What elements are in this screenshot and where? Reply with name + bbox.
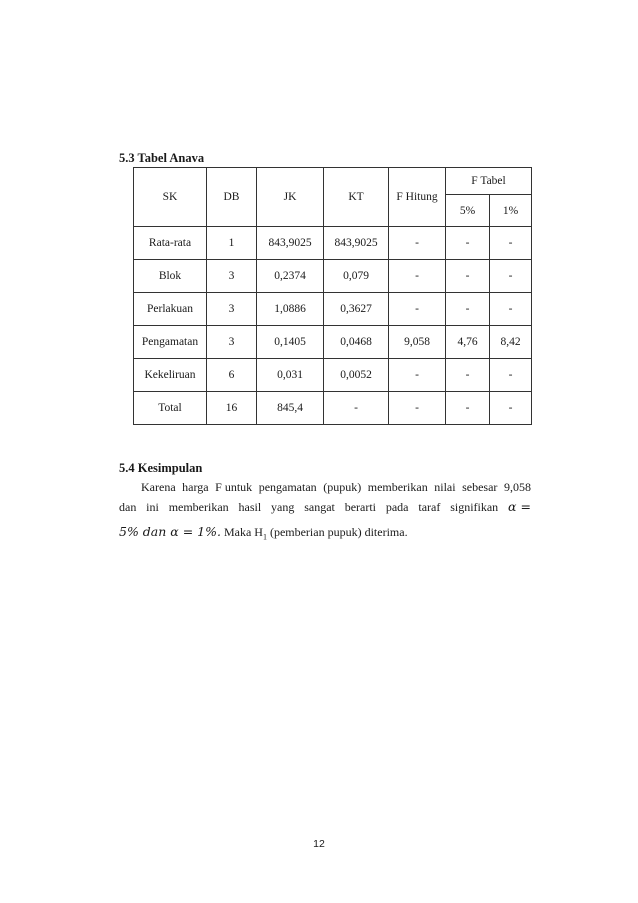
word: harga <box>182 480 209 494</box>
table-cell: - <box>446 293 490 326</box>
table-cell: 0,079 <box>324 260 389 293</box>
table-cell: - <box>389 392 446 425</box>
table-cell: - <box>490 227 532 260</box>
word: yang <box>271 500 295 514</box>
table-cell: 0,3627 <box>324 293 389 326</box>
table-row <box>134 392 532 425</box>
table-cell: - <box>490 260 532 293</box>
table-cell: 845,4 <box>257 392 324 425</box>
table-cell: 3 <box>207 260 257 293</box>
table-cell: Blok <box>134 260 207 293</box>
table-cell: - <box>324 392 389 425</box>
table-cell: Perlakuan <box>134 293 207 326</box>
word: signifikan <box>450 500 499 514</box>
table-cell: - <box>490 392 532 425</box>
page-number: 12 <box>313 838 325 850</box>
header-jk: JK <box>257 168 324 227</box>
header-f-hitung: F Hitung <box>389 168 446 227</box>
table-cell: 0,031 <box>257 359 324 392</box>
table-cell: - <box>446 227 490 260</box>
table-header-row <box>134 168 532 195</box>
header-db: DB <box>207 168 257 227</box>
table-cell: 6 <box>207 359 257 392</box>
section-title-anava: 5.3 Tabel Anava <box>119 151 205 165</box>
table-cell: - <box>389 260 446 293</box>
table-cell: Kekeliruan <box>134 359 207 392</box>
subscript-one: 1 <box>262 532 267 542</box>
word: sebesar <box>462 480 498 494</box>
word: pada <box>385 500 409 514</box>
word: pengamatan <box>258 480 317 494</box>
word: berarti <box>344 500 377 514</box>
significance-math: 5% dan α = 1%. <box>119 524 221 539</box>
table-row <box>134 359 532 392</box>
table-cell: 8,42 <box>490 326 532 359</box>
paragraph-line-3 <box>119 522 531 547</box>
header-f-1: 1% <box>490 195 532 227</box>
word: 9,058 <box>503 480 531 494</box>
table-row <box>134 227 532 260</box>
word: memberikan <box>367 480 428 494</box>
paragraph-line-2 <box>119 497 531 517</box>
table-cell: - <box>446 359 490 392</box>
header-sk: SK <box>134 168 207 227</box>
table-cell: 3 <box>207 293 257 326</box>
table-cell: 0,0052 <box>324 359 389 392</box>
word: memberikan <box>168 500 229 514</box>
table-cell: 9,058 <box>389 326 446 359</box>
table-cell: 1,0886 <box>257 293 324 326</box>
table-cell: - <box>389 227 446 260</box>
word: dan <box>119 500 137 514</box>
table-cell: - <box>389 359 446 392</box>
word: nilai <box>434 480 456 494</box>
word: sangat <box>304 500 335 514</box>
conclusion-text-end: (pemberian pupuk) diterima. <box>266 525 408 539</box>
paragraph-line-1 <box>119 477 531 497</box>
anava-table <box>133 167 532 425</box>
table-cell: 843,9025 <box>257 227 324 260</box>
table-row <box>134 260 532 293</box>
word: ini <box>146 500 159 514</box>
table-cell: - <box>446 260 490 293</box>
table-row <box>134 326 532 359</box>
table-cell: 16 <box>207 392 257 425</box>
table-cell: Pengamatan <box>134 326 207 359</box>
word: taraf <box>418 500 441 514</box>
table-cell: 3 <box>207 326 257 359</box>
table-cell: 0,0468 <box>324 326 389 359</box>
word: Karena <box>141 480 176 494</box>
word: (pupuk) <box>323 480 362 494</box>
table-cell: 843,9025 <box>324 227 389 260</box>
alpha-equals-math: α = <box>508 499 531 514</box>
table-cell: Rata-rata <box>134 227 207 260</box>
table-cell: Total <box>134 392 207 425</box>
header-f-5: 5% <box>446 195 490 227</box>
table-cell: 0,2374 <box>257 260 324 293</box>
word: F untuk <box>215 480 253 494</box>
table-cell: 1 <box>207 227 257 260</box>
table-cell: - <box>446 392 490 425</box>
table-cell: - <box>389 293 446 326</box>
table-cell: - <box>490 293 532 326</box>
table-cell: 0,1405 <box>257 326 324 359</box>
table-cell: - <box>490 359 532 392</box>
section-title-kesimpulan: 5.4 Kesimpulan <box>119 461 203 475</box>
kesimpulan-paragraph <box>119 477 531 547</box>
word: hasil <box>238 500 262 514</box>
conclusion-text: Maka H <box>223 525 263 539</box>
header-kt: KT <box>324 168 389 227</box>
table-row <box>134 293 532 326</box>
table-cell: 4,76 <box>446 326 490 359</box>
header-f-tabel: F Tabel <box>446 168 532 195</box>
